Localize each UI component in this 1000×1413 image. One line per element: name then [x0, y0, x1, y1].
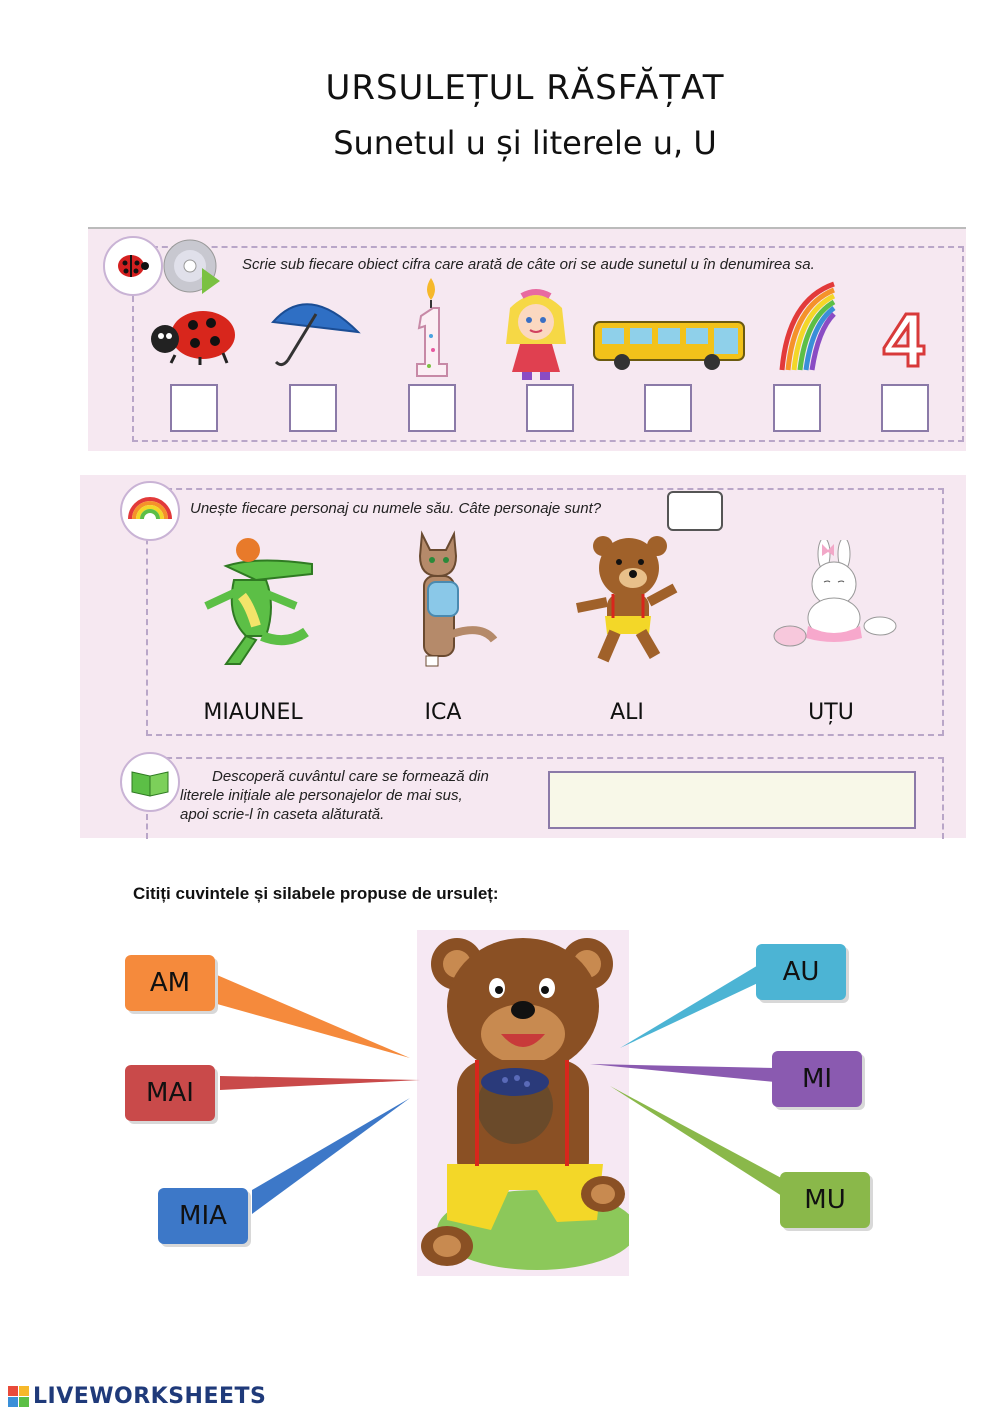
- exercise2-instruction: Unește fiecare personaj cu numele său. Câte personaje sunt?: [190, 500, 602, 517]
- syllable-bubble-mia[interactable]: MIA: [158, 1188, 248, 1244]
- exercise3-instruction-line2: literele inițiale ale personajelor de mai sus,: [180, 787, 463, 804]
- name-label-ica[interactable]: ICA: [424, 700, 462, 725]
- worksheet-subtitle: Sunetul u și literele u, U: [333, 124, 717, 162]
- worksheet-title: URSULEȚUL RĂSFĂȚAT: [325, 68, 725, 108]
- exercise1-instruction: Scrie sub fiecare obiect cifra care arată de câte ori se aude sunetul u în denumirea sa.: [242, 256, 815, 273]
- liveworksheets-logo[interactable]: LIVEWORKSHEETS: [33, 1384, 267, 1409]
- exercise3-instruction-line3: apoi scrie-l în caseta alăturată.: [180, 806, 385, 823]
- name-label-utu[interactable]: UȚU: [808, 700, 854, 725]
- liveworksheets-logo-icon: [8, 1386, 30, 1412]
- answer-box-umbrella[interactable]: [289, 384, 337, 432]
- syllable-bubble-mu[interactable]: MU: [780, 1172, 870, 1228]
- candle-icon: [407, 276, 455, 384]
- answer-box-candle[interactable]: [408, 384, 456, 432]
- rainbow-badge-icon: [120, 481, 180, 541]
- name-label-miaunel[interactable]: MIAUNEL: [203, 700, 303, 725]
- crocodile-icon: [196, 536, 320, 672]
- answer-box-bus[interactable]: [644, 384, 692, 432]
- cd-audio-icon[interactable]: [162, 236, 222, 300]
- hidden-word-input[interactable]: [548, 771, 916, 829]
- number-four-icon: [880, 312, 926, 372]
- answer-box-doll[interactable]: [526, 384, 574, 432]
- exercise3-instruction-line1: Descoperă cuvântul care se formează din: [212, 768, 489, 785]
- reading-instruction: Citiți cuvintele și silabele propuse de ursuleț:: [133, 884, 499, 903]
- book-badge-icon: [120, 752, 180, 812]
- umbrella-icon: [268, 292, 363, 374]
- answer-box-four[interactable]: [881, 384, 929, 432]
- answer-box-rainbow[interactable]: [773, 384, 821, 432]
- answer-box-ladybug[interactable]: [170, 384, 218, 432]
- syllable-bubble-am[interactable]: AM: [125, 955, 215, 1011]
- cat-icon: [402, 524, 498, 674]
- character-count-box[interactable]: [667, 491, 723, 531]
- bunny-icon: [772, 540, 898, 664]
- name-label-ali[interactable]: ALI: [610, 700, 644, 725]
- syllable-bubble-mi[interactable]: MI: [772, 1051, 862, 1107]
- ladybug-badge-icon: [103, 236, 163, 296]
- ladybug-icon: [145, 305, 240, 369]
- bus-icon: [592, 318, 748, 376]
- syllable-bubble-mai[interactable]: MAI: [125, 1065, 215, 1121]
- syllable-bubble-au[interactable]: AU: [756, 944, 846, 1000]
- doll-icon: [500, 288, 572, 384]
- rainbow-icon: [778, 280, 838, 376]
- bear-icon: [563, 532, 683, 670]
